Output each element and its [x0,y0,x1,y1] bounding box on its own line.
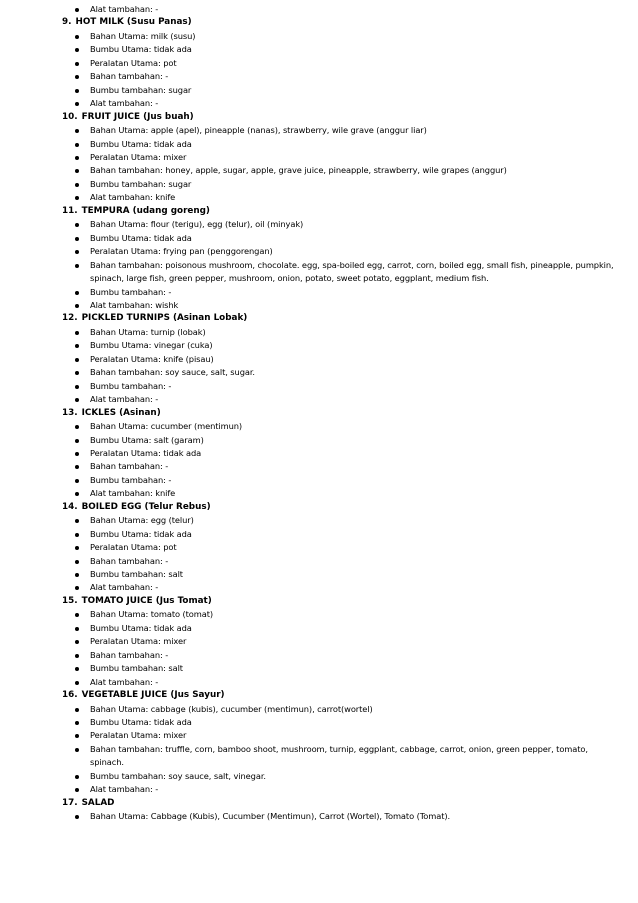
recipe-section [62,16,622,110]
recipe-title: PICKLED TURNIPS (Asinan Lobak) [81,313,248,324]
list-item: Peralatan Utama: frying pan (penggorengan) [62,245,622,258]
list-item: Bumbu Utama: salt (garam) [62,434,622,447]
recipe-heading [62,407,622,420]
recipe-number: 16. [62,690,78,701]
list-item: Bahan tambahan: - [62,460,622,473]
recipe-number: 14. [62,501,78,512]
recipe-title: FRUIT JUICE (Jus buah) [81,111,194,122]
list-item: Alat tambahan: - [62,97,622,110]
list-item: Bumbu tambahan: salt [62,662,622,675]
list-item: Bahan tambahan: soy sauce, salt, sugar. [62,366,622,379]
list-item: Bahan Utama: cabbage (kubis), cucumber (mentimun), carrot(wortel) [62,703,622,716]
recipe-number: 9. [62,17,72,28]
recipe-number: 17. [62,797,78,808]
list-item: Peralatan Utama: mixer [62,635,622,648]
recipe-section [62,312,622,406]
list-item: Peralatan Utama: tidak ada [62,447,622,460]
recipe-title: TEMPURA (udang goreng) [81,205,210,216]
list-item: Bumbu tambahan: - [62,286,622,299]
list-item: Alat tambahan: - [62,581,622,594]
recipe-title: TOMATO JUICE (Jus Tomat) [81,595,212,606]
list-item: Bahan Utama: Cabbage (Kubis), Cucumber (Mentimun), Carrot (Wortel), Tomato (Tomat). [62,810,622,823]
ingredient-list [62,30,622,111]
recipe-title: SALAD [81,797,115,808]
list-item: Bumbu Utama: tidak ada [62,232,622,245]
list-item: Bahan tambahan: - [62,555,622,568]
list-item: Peralatan Utama: mixer [62,729,622,742]
list-item: Bahan tambahan: truffle, corn, bamboo shoot, mushroom, turnip, eggplant, cabbage, carrot, onion, green pepper, tomato, spinach. [62,743,622,770]
list-item: Bumbu Utama: tidak ada [62,716,622,729]
recipe-number: 11. [62,205,78,216]
ingredient-list [62,124,622,205]
recipe-number: 10. [62,111,78,122]
list-item: Alat tambahan: - [62,393,622,406]
recipe-section [62,595,622,689]
list-item: Bahan Utama: egg (telur) [62,514,622,527]
list-item: Alat tambahan: - [62,676,622,689]
ingredient-list [62,810,622,823]
list-item: Bahan Utama: tomato (tomat) [62,608,622,621]
list-item: Bumbu Utama: tidak ada [62,138,622,151]
ingredient-list [62,326,622,407]
list-item: Bahan tambahan: honey, apple, sugar, apple, grave juice, pineapple, strawberry, wile grapes (anggur) [62,164,622,177]
list-item: Bahan Utama: turnip (lobak) [62,326,622,339]
list-item: Bahan Utama: cucumber (mentimun) [62,420,622,433]
recipe-section [62,797,622,824]
list-item: Alat tambahan: - [62,3,622,16]
list-item: Bahan Utama: apple (apel), pineapple (nanas), strawberry, wile grave (anggur liar) [62,124,622,137]
list-item: Peralatan Utama: knife (pisau) [62,353,622,366]
recipe-section [62,407,622,501]
ingredient-list [62,703,622,797]
recipe-section [62,205,622,313]
ingredient-list [62,608,622,689]
list-item: Peralatan Utama: mixer [62,151,622,164]
list-item: Bumbu Utama: tidak ada [62,622,622,635]
recipe-section [62,111,622,205]
list-item: Bahan Utama: milk (susu) [62,30,622,43]
list-item: Bahan tambahan: - [62,70,622,83]
recipe-title: ICKLES (Asinan) [81,407,161,418]
list-item: Bumbu tambahan: sugar [62,84,622,97]
list-item: Bumbu tambahan: - [62,474,622,487]
recipe-list [62,3,622,824]
list-item: Bahan Utama: flour (terigu), egg (telur), oil (minyak) [62,218,622,231]
recipe-heading [62,689,622,702]
ingredient-list [62,420,622,501]
recipe-section [62,689,622,797]
list-item: Bumbu tambahan: soy sauce, salt, vinegar. [62,770,622,783]
list-item: Bumbu tambahan: sugar [62,178,622,191]
list-item: Bahan tambahan: poisonous mushroom, chocolate. egg, spa-boiled egg, carrot, corn, boiled egg, small fish, pineapple, pumpkin, spinach, large fish, green pepper, mushroom, onion, potato, sweet potato, eggplant, medium fish. [62,259,622,286]
recipe-title: BOILED EGG (Telur Rebus) [81,501,211,512]
list-item: Bumbu Utama: tidak ada [62,43,622,56]
recipe-number: 15. [62,595,78,606]
list-item: Peralatan Utama: pot [62,541,622,554]
recipe-heading [62,111,622,124]
recipe-heading [62,797,622,810]
recipe-title: HOT MILK (Susu Panas) [75,17,192,28]
list-item: Bahan tambahan: - [62,649,622,662]
list-item: Bumbu Utama: tidak ada [62,528,622,541]
list-item: Alat tambahan: knife [62,191,622,204]
recipe-title: VEGETABLE JUICE (Jus Sayur) [81,690,225,701]
list-item: Bumbu Utama: vinegar (cuka) [62,339,622,352]
ingredient-list [62,218,622,312]
recipe-heading [62,205,622,218]
list-item: Peralatan Utama: pot [62,57,622,70]
list-item: Alat tambahan: wishk [62,299,622,312]
recipe-heading [62,595,622,608]
recipe-section [62,501,622,595]
ingredient-list [62,514,622,595]
recipe-heading [62,501,622,514]
intro-list [62,3,622,16]
list-item: Alat tambahan: knife [62,487,622,500]
recipe-number: 13. [62,407,78,418]
list-item: Bumbu tambahan: salt [62,568,622,581]
list-item: Bumbu tambahan: - [62,380,622,393]
recipe-number: 12. [62,313,78,324]
list-item: Alat tambahan: - [62,783,622,796]
recipe-heading [62,16,622,29]
recipes-container [62,16,622,823]
recipe-heading [62,312,622,325]
